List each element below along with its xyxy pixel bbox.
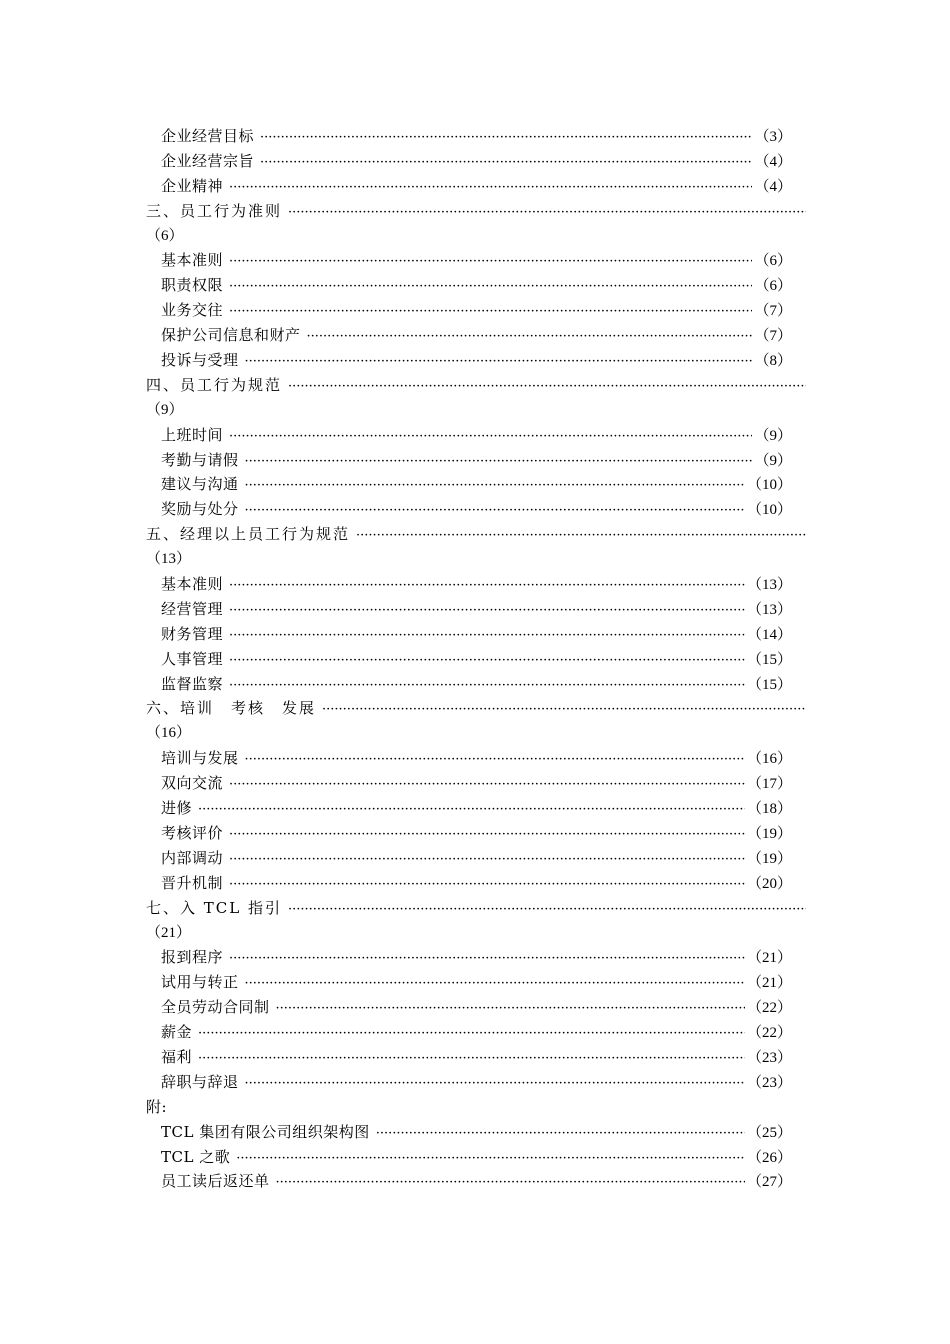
- toc-entry-label: 上班时间: [161, 425, 224, 444]
- dot-leader: [229, 674, 745, 697]
- toc-entry-label: 进修: [161, 799, 193, 818]
- dot-leader: [229, 947, 745, 970]
- toc-entry-label: 薪金: [161, 1023, 193, 1042]
- toc-page-number: （4）: [754, 178, 792, 195]
- toc-page-continuation: [146, 721, 806, 746]
- toc-heading: [146, 1095, 806, 1120]
- toc-entry: [146, 970, 806, 995]
- toc-entry: [146, 572, 806, 597]
- dot-leader: [245, 499, 745, 522]
- dot-leader: [198, 1022, 745, 1045]
- toc-page-continuation: [146, 547, 806, 572]
- toc-entry: [146, 423, 806, 448]
- toc-entry-label: 福利: [161, 1047, 193, 1066]
- toc-page-number: （4）: [754, 153, 792, 170]
- table-of-contents: [146, 124, 806, 1194]
- toc-entry-label: 建议与沟通: [161, 475, 239, 494]
- toc-page-number: （3）: [754, 129, 792, 145]
- toc-entry: [146, 174, 806, 199]
- toc-section-entry: [146, 522, 806, 547]
- toc-page-number: （13）: [746, 601, 792, 618]
- dot-leader: [198, 798, 745, 821]
- toc-entry-label: 培训与发展: [161, 749, 239, 768]
- toc-entry: [146, 672, 806, 697]
- dot-leader: [376, 1122, 745, 1145]
- toc-entry-label: 晋升机制: [161, 873, 224, 892]
- dot-leader: [245, 474, 745, 497]
- dot-leader: [307, 325, 753, 348]
- toc-entry: [146, 796, 806, 821]
- dot-leader: [276, 1171, 745, 1194]
- toc-entry: [146, 746, 806, 771]
- toc-page-number: （16）: [146, 725, 192, 742]
- toc-entry: [146, 497, 806, 522]
- toc-entry-label: TCL 集团有限公司组织架构图: [161, 1122, 370, 1141]
- dot-leader: [229, 275, 752, 298]
- toc-entry-label: 企业精神: [161, 176, 224, 195]
- toc-page-number: （15）: [746, 651, 792, 668]
- dot-leader: [229, 873, 745, 896]
- toc-entry-label: 奖励与处分: [161, 500, 239, 519]
- dot-leader: [245, 1072, 745, 1095]
- toc-entry-label: 员工读后返还单: [161, 1172, 270, 1191]
- toc-entry-label: 人事管理: [161, 649, 224, 668]
- toc-entry: [146, 348, 806, 373]
- toc-entry-label: 四、员工行为规范: [146, 375, 283, 394]
- toc-entry: [146, 647, 806, 672]
- toc-page-number: （23）: [746, 1049, 792, 1066]
- toc-entry: [146, 1120, 806, 1145]
- dot-leader: [229, 250, 752, 273]
- toc-entry-label: 企业经营宗旨: [161, 151, 255, 170]
- toc-entry-label: 投诉与受理: [161, 351, 239, 370]
- toc-entry: [146, 248, 806, 273]
- toc-entry-label: 基本准则: [161, 251, 224, 270]
- toc-page-number: （16）: [746, 751, 792, 768]
- toc-page-continuation: [146, 921, 806, 946]
- toc-entry-label: 双向交流: [161, 774, 224, 793]
- toc-entry: [146, 273, 806, 298]
- toc-entry-label: 经营管理: [161, 599, 224, 618]
- toc-entry-label: 三、员工行为准则: [146, 201, 283, 220]
- toc-entry-label: 职责权限: [161, 276, 224, 295]
- toc-page-number: （15）: [746, 676, 792, 693]
- toc-page-number: （19）: [746, 850, 792, 867]
- toc-section-entry: [146, 896, 806, 921]
- dot-leader: [322, 698, 806, 721]
- toc-entry-label: 附:: [146, 1097, 168, 1116]
- toc-section-entry: [146, 199, 806, 224]
- dot-leader: [288, 898, 806, 921]
- toc-page-number: （14）: [746, 626, 792, 643]
- toc-entry-label: 七、入 TCL 指引: [146, 898, 282, 917]
- toc-page-number: （7）: [754, 303, 792, 320]
- dot-leader: [236, 1147, 745, 1170]
- dot-leader: [260, 151, 752, 174]
- toc-entry: [146, 995, 806, 1020]
- toc-entry-label: 六、培训 考核 发展: [146, 699, 317, 718]
- toc-entry: [146, 821, 806, 846]
- dot-leader: [229, 574, 745, 597]
- dot-leader: [229, 823, 745, 846]
- dot-leader: [356, 524, 806, 547]
- dot-leader: [229, 425, 752, 448]
- toc-entry-label: 财务管理: [161, 624, 224, 643]
- toc-entry-label: 业务交往: [161, 301, 224, 320]
- toc-entry: [146, 1169, 806, 1194]
- toc-page-number: （6）: [754, 278, 792, 295]
- dot-leader: [276, 997, 745, 1020]
- toc-page-number: （7）: [754, 328, 792, 345]
- toc-page-number: （23）: [746, 1074, 792, 1091]
- toc-entry: [146, 124, 806, 149]
- dot-leader: [229, 176, 752, 199]
- toc-page-number: （19）: [746, 825, 792, 842]
- toc-page-number: （17）: [746, 776, 792, 793]
- dot-leader: [229, 300, 752, 323]
- toc-entry-label: 考勤与请假: [161, 450, 239, 469]
- toc-entry: [146, 298, 806, 323]
- toc-entry-label: 监督监察: [161, 674, 224, 693]
- toc-entry: [146, 846, 806, 871]
- toc-entry-label: 全员劳动合同制: [161, 998, 270, 1017]
- toc-page-number: （13）: [746, 577, 792, 594]
- toc-page-number: （21）: [746, 975, 792, 992]
- toc-page-number: （10）: [746, 502, 792, 519]
- toc-page-number: （9）: [754, 452, 792, 469]
- toc-entry: [146, 771, 806, 796]
- dot-leader: [260, 126, 752, 149]
- toc-entry: [146, 871, 806, 896]
- toc-entry-label: 企业经营目标: [161, 127, 255, 145]
- toc-entry: [146, 945, 806, 970]
- toc-entry-label: 保护公司信息和财产: [161, 326, 301, 345]
- toc-entry-label: 试用与转正: [161, 973, 239, 992]
- dot-leader: [288, 201, 806, 224]
- toc-page-number: （27）: [746, 1174, 792, 1191]
- dot-leader: [288, 375, 806, 398]
- toc-entry: [146, 597, 806, 622]
- toc-entry: [146, 622, 806, 647]
- dot-leader: [198, 1047, 745, 1070]
- dot-leader: [229, 599, 745, 622]
- toc-entry-label: TCL 之歌: [161, 1147, 231, 1166]
- dot-leader: [245, 972, 745, 995]
- toc-page-number: （18）: [746, 801, 792, 818]
- toc-entry-label: 基本准则: [161, 575, 224, 594]
- toc-page-number: （22）: [746, 1025, 792, 1042]
- dot-leader: [245, 350, 753, 373]
- toc-entry-label: 内部调动: [161, 848, 224, 867]
- toc-page-number: （9）: [146, 401, 184, 418]
- toc-page-number: （22）: [746, 1000, 792, 1017]
- toc-entry: [146, 1070, 806, 1095]
- toc-entry-label: 辞职与辞退: [161, 1072, 239, 1091]
- toc-page-number: （9）: [754, 427, 792, 444]
- dot-leader: [245, 748, 745, 771]
- toc-page-number: （6）: [754, 253, 792, 270]
- toc-page-number: （6）: [146, 227, 184, 244]
- toc-entry: [146, 323, 806, 348]
- toc-page-number: （26）: [746, 1149, 792, 1166]
- toc-section-entry: [146, 696, 806, 721]
- toc-entry-label: 考核评价: [161, 823, 224, 842]
- toc-page-number: （21）: [146, 924, 192, 941]
- toc-page-number: （25）: [746, 1124, 792, 1141]
- toc-page-number: （20）: [746, 875, 792, 892]
- toc-page-number: （13）: [146, 551, 192, 568]
- dot-leader: [229, 848, 745, 871]
- toc-page-continuation: [146, 398, 806, 423]
- toc-entry: [146, 149, 806, 174]
- toc-page-number: （8）: [754, 353, 792, 370]
- toc-entry: [146, 472, 806, 497]
- toc-entry: [146, 1145, 806, 1170]
- toc-entry: [146, 1045, 806, 1070]
- dot-leader: [229, 624, 745, 647]
- toc-entry-label: 报到程序: [161, 948, 224, 967]
- toc-section-entry: [146, 373, 806, 398]
- toc-page-number: （21）: [746, 950, 792, 967]
- toc-entry-label: 五、经理以上员工行为规范: [146, 525, 351, 544]
- toc-page-continuation: [146, 224, 806, 249]
- toc-entry: [146, 1020, 806, 1045]
- dot-leader: [229, 649, 745, 672]
- dot-leader: [245, 450, 753, 473]
- toc-entry: [146, 448, 806, 473]
- toc-page-number: （10）: [746, 477, 792, 494]
- dot-leader: [229, 773, 745, 796]
